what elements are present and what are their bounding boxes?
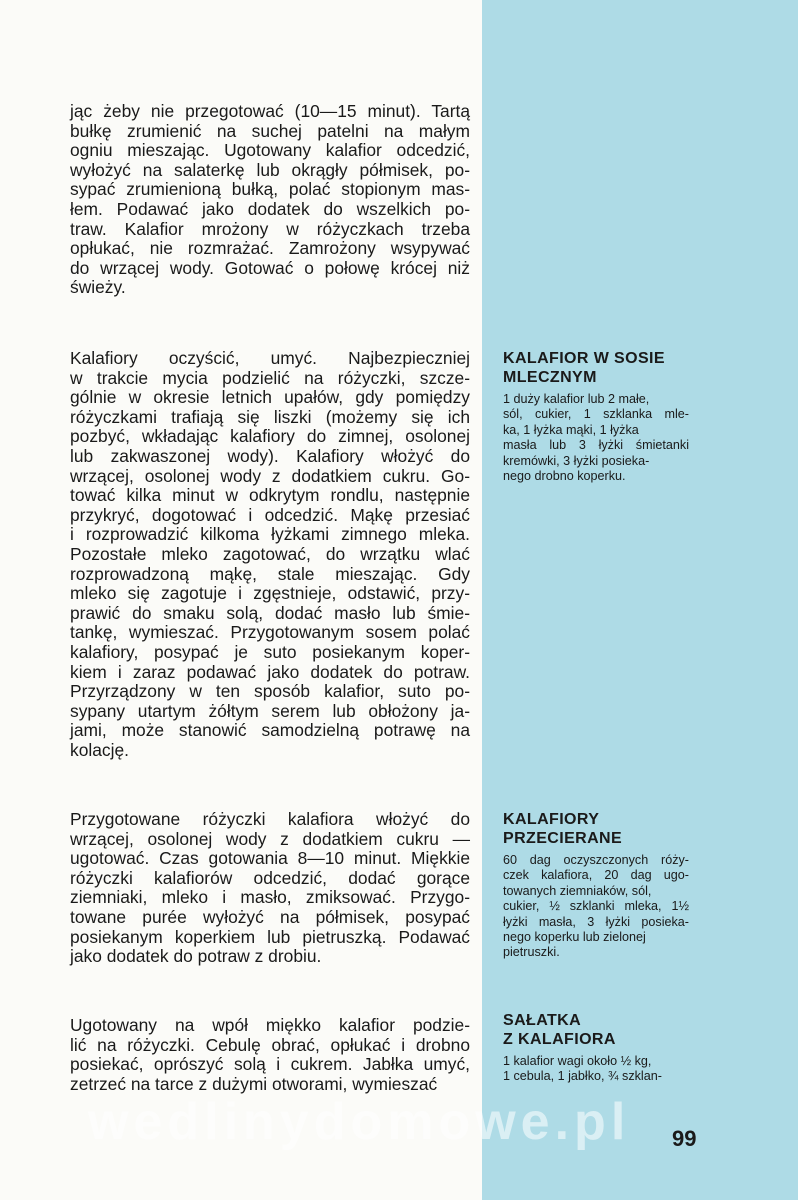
text-line: do wrzącej wody. Gotować o połowę krócej niż <box>70 257 470 278</box>
text-line: Z KALAFIORA <box>503 1031 616 1048</box>
text-line: pozbyć, wkładając kalafiory do zimnej, osolonej <box>70 426 470 447</box>
text-line: bułkę zrumienić na suchej patelni na małym <box>70 120 470 141</box>
text-line: opłukać, nie rozmrażać. Zamrożony wsypywać <box>70 238 470 259</box>
text-line: ka, 1 łyżka mąki, 1 łyżka <box>503 422 639 437</box>
text-line: pietruszki. <box>503 945 560 960</box>
text-line: sypać zrumienioną bułką, polać stopionym mas- <box>70 179 470 200</box>
text-line: 1 kalafior wagi około ½ kg, <box>503 1054 652 1068</box>
paragraph-salatka <box>70 1016 470 1094</box>
text-line: Przygotowane różyczki kalafiora włożyć do <box>70 809 470 829</box>
text-line: wrzącej, osolonej wody z dodatkiem cukru — <box>70 828 470 849</box>
recipe-ingredients <box>503 392 788 484</box>
text-line: przykryć, dogotować i odcedzić. Mąkę przesiać <box>70 504 470 525</box>
text-line: wrzącej, osolonej wody z dodatkiem cukru. Go- <box>70 465 470 486</box>
text-line: czek kalafiora, 20 dag ugo- <box>503 868 689 883</box>
text-line: lić na różyczki. Cebulę obrać, opłukać i drobno <box>70 1034 470 1055</box>
text-line: cukier, ½ szklanki mleka, 1½ <box>503 899 689 914</box>
text-line: rozprowadzoną mąkę, stale mieszając. Gdy <box>70 563 470 584</box>
text-line: wyłożyć na salaterkę lub okrągły półmisek, po- <box>70 159 470 180</box>
text-line: kiem i zaraz podawać jako dodatek do potraw. <box>70 661 470 682</box>
page-number: 99 <box>672 1126 697 1151</box>
paragraph-continuation <box>70 102 470 298</box>
text-line: prawić do smaku solą, dodać masło lub śmie- <box>70 602 470 623</box>
text-line: jami, może stanowić samodzielną potrawę na <box>70 720 470 741</box>
text-line: ogniu mieszając. Ugotowany kalafior odcedzić, <box>70 140 470 161</box>
text-line: Ugotowany na wpół miękko kalafior podzie- <box>70 1015 470 1035</box>
recipe-title <box>503 810 788 848</box>
text-line: 60 dag oczyszczonych róży- <box>503 853 689 867</box>
text-line: Pozostałe mleko zagotować, do wrzątku wlać <box>70 543 470 564</box>
text-line: ugotować. Czas gotowania 8—10 minut. Miękkie <box>70 848 470 869</box>
text-line: różyczkami trafiają się liszki (możemy się ich <box>70 406 470 427</box>
text-line: łyżki masła, 3 łyżki posieka- <box>503 914 689 929</box>
text-line: KALAFIOR W SOSIE <box>503 350 665 367</box>
text-line: jąc żeby nie przegotować (10—15 minut). Tartą <box>70 101 470 121</box>
text-line: traw. Kalafior mrożony w różyczkach trzeba <box>70 218 470 239</box>
text-line: posiekanym koperkiem lub pietruszką. Podawać <box>70 926 470 947</box>
text-line: nego drobno koperku. <box>503 469 626 484</box>
text-line: lub zakwaszonej wody). Kalafiory włożyć do <box>70 445 470 466</box>
text-line: tankę, wymieszać. Przygotowanym sosem polać <box>70 622 470 643</box>
text-line: zetrzeć na tarce z dużymi otworami, wymieszać <box>70 1073 438 1094</box>
text-line: MLECZNYM <box>503 369 597 386</box>
text-line: sypany utartym żółtym serem lub obłożony ja- <box>70 700 470 721</box>
text-line: KALAFIORY <box>503 811 600 828</box>
text-line: PRZECIERANE <box>503 830 623 847</box>
text-line: 1 duży kalafior lub 2 małe, <box>503 392 650 406</box>
text-line: kremówki, 3 łyżki posieka- <box>503 453 650 468</box>
recipe-title <box>503 1011 788 1049</box>
text-line: i rozprowadzić kilkoma łyżkami zimnego mleka. <box>70 524 470 545</box>
text-line: sól, cukier, 1 szklanka mle- <box>503 407 689 422</box>
text-line: nego koperku lub zielonej <box>503 930 646 945</box>
text-line: Przyrządzony w ten sposób kalafior, suto po- <box>70 681 470 702</box>
text-line: SAŁATKA <box>503 1012 582 1029</box>
text-line: Kalafiory oczyścić, umyć. Najbezpieczniej <box>70 348 470 368</box>
text-line: kolację. <box>70 739 129 760</box>
text-line: ziemniaki, mleko i masło, zmiksować. Przygo- <box>70 887 470 908</box>
text-line: mleko się zagotuje i zgęstnieje, odstawić, przy- <box>70 583 470 604</box>
watermark: wedlinydomowe.pl <box>88 1093 631 1151</box>
text-line: towanych ziemniaków, sól, <box>503 883 652 898</box>
text-line: 1 cebula, 1 jabłko, ¾ szklan- <box>503 1069 662 1084</box>
text-line: w trakcie mycia podzielić na różyczki, szcze- <box>70 367 470 388</box>
text-line: posiekać, oprószyć solą i cukrem. Jabłka umyć, <box>70 1054 470 1075</box>
recipe-ingredients <box>503 1054 788 1085</box>
text-line: towane purée wyłożyć na półmisek, posypać <box>70 906 470 927</box>
text-line: gólnie w okresie letnich upałów, gdy pomiędzy <box>70 387 470 408</box>
text-line: jako dodatek do potraw z drobiu. <box>70 946 322 967</box>
text-line: tować kilka minut w odkrytym rondlu, następnie <box>70 485 470 506</box>
recipe-title <box>503 349 788 387</box>
paragraph-kalafior-w-sosie <box>70 349 470 760</box>
text-line: różyczki kalafiorów odcedzić, dodać gorące <box>70 867 470 888</box>
text-line: masła lub 3 łyżki śmietanki <box>503 438 689 453</box>
text-line: świeży. <box>70 277 126 298</box>
text-line: łem. Podawać jako dodatek do wszelkich po- <box>70 198 470 219</box>
recipe-ingredients <box>503 853 788 961</box>
text-line: kalafiory, posypać je suto posiekanym koper- <box>70 641 470 662</box>
paragraph-kalafiory-przecierane <box>70 810 470 967</box>
